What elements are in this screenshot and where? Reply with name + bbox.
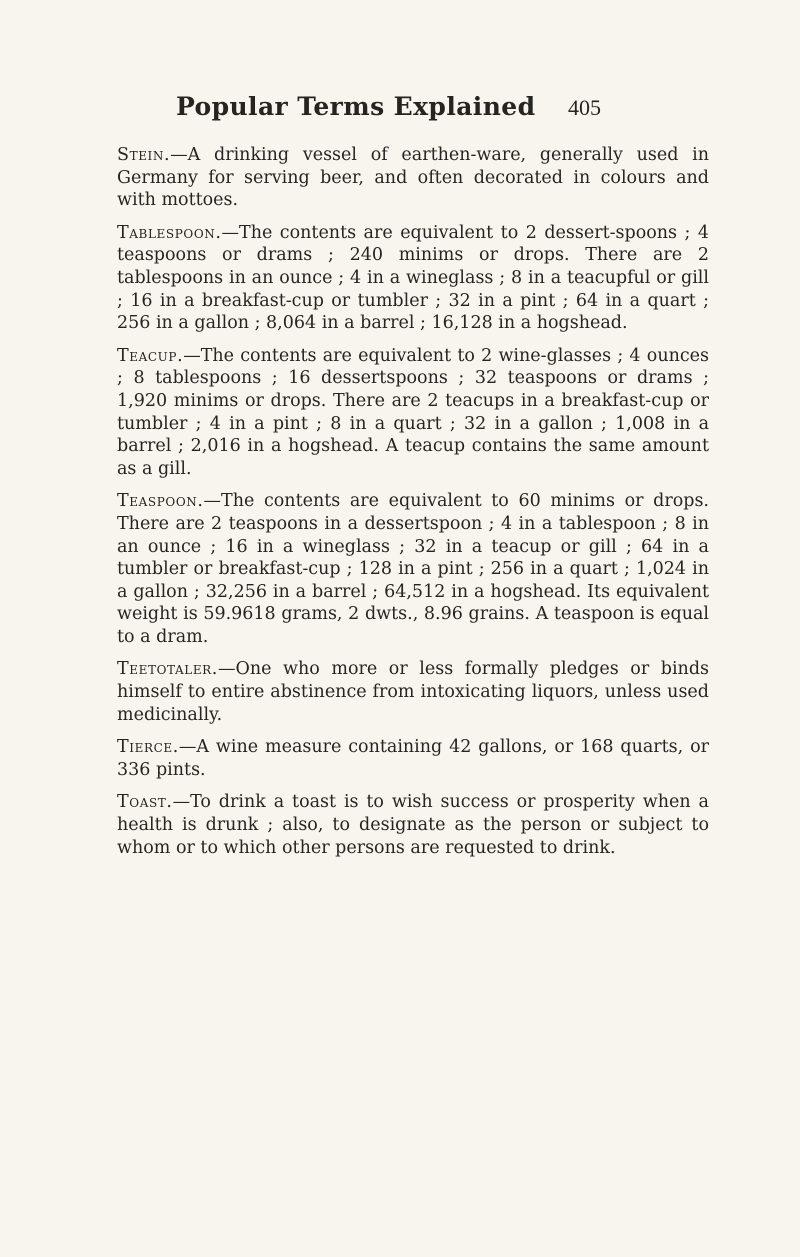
definition-teacup: —The contents are equivalent to 2 wine-glasses ; 4 ounces ; 8 tablespoons ; 16 dessertspoons ; 32 teaspoons or drams ; 1,920 minims or drops. There are 2 teacups in a breakfast-cup or tumbler ; 4 in a pint ; 8 in a quart ; 32 in a gallon ; 1,008 in a barrel ; 2,016 in a hogshead. A teacup contains the same amount as a gill. — [117, 345, 709, 479]
headword-teetotaler: Teetotaler. — [117, 659, 218, 680]
page-number: 405 — [568, 95, 601, 120]
definition-stein: —A drinking vessel of earthen-ware, generally used in Germany for serving beer, and often decorated in colours and with mottoes. — [117, 145, 709, 211]
definition-teetotaler: —One who more or less formally pledges or binds himself to entire abstinence from intoxicating liquors, unless used medicinally. — [117, 659, 709, 725]
definition-tierce: —A wine measure containing 42 gallons, or 168 quarts, or 336 pints. — [117, 737, 709, 780]
headword-tierce: Tierce. — [117, 737, 179, 758]
running-head — [0, 92, 800, 126]
entry-toast — [117, 791, 709, 859]
running-title: Popular Terms Explained — [176, 92, 536, 121]
definition-toast: —To drink a toast is to wish success or prosperity when a health is drunk ; also, to designate as the person or subject to whom or to which other persons are requested to drink. — [117, 792, 709, 858]
headword-teacup: Teacup. — [117, 345, 184, 366]
entry-stein — [117, 144, 709, 212]
definition-tablespoon: —The contents are equivalent to 2 dessert-spoons ; 4 teaspoons or drams ; 240 minims or drops. There are 2 tablespoons in an ounce ; 4 in a wineglass ; 8 in a teacupful or gill ; 16 in a breakfast-cup or tumbler ; 32 in a pint ; 64 in a quart ; 256 in a gallon ; 8,064 in a barrel ; 16,128 in a hogshead. — [117, 222, 709, 334]
entry-teacup — [117, 345, 709, 481]
glossary-body — [117, 144, 709, 869]
entry-teaspoon — [117, 490, 709, 648]
headword-toast: Toast. — [117, 792, 173, 813]
headword-stein: Stein. — [117, 145, 171, 165]
headword-teaspoon: Teaspoon. — [117, 491, 204, 512]
definition-teaspoon: —The contents are equivalent to 60 minims or drops. There are 2 teaspoons in a dessertspoon ; 4 in a tablespoon ; 8 in an ounce ; 16 in a wineglass ; 32 in a teacup or gill ; 64 in a tumbler or breakfast-cup ; 128 in a pint ; 256 in a quart ; 1,024 in a gallon ; 32,256 in a barrel ; 64,512 in a hogshead. Its equivalent weight is 59.9618 grams, 2 dwts., 8.96 grains. A teaspoon is equal to a dram. — [117, 491, 709, 647]
entry-tablespoon — [117, 222, 709, 335]
entry-teetotaler — [117, 658, 709, 726]
headword-tablespoon: Tablespoon. — [117, 222, 222, 243]
entry-tierce — [117, 736, 709, 781]
